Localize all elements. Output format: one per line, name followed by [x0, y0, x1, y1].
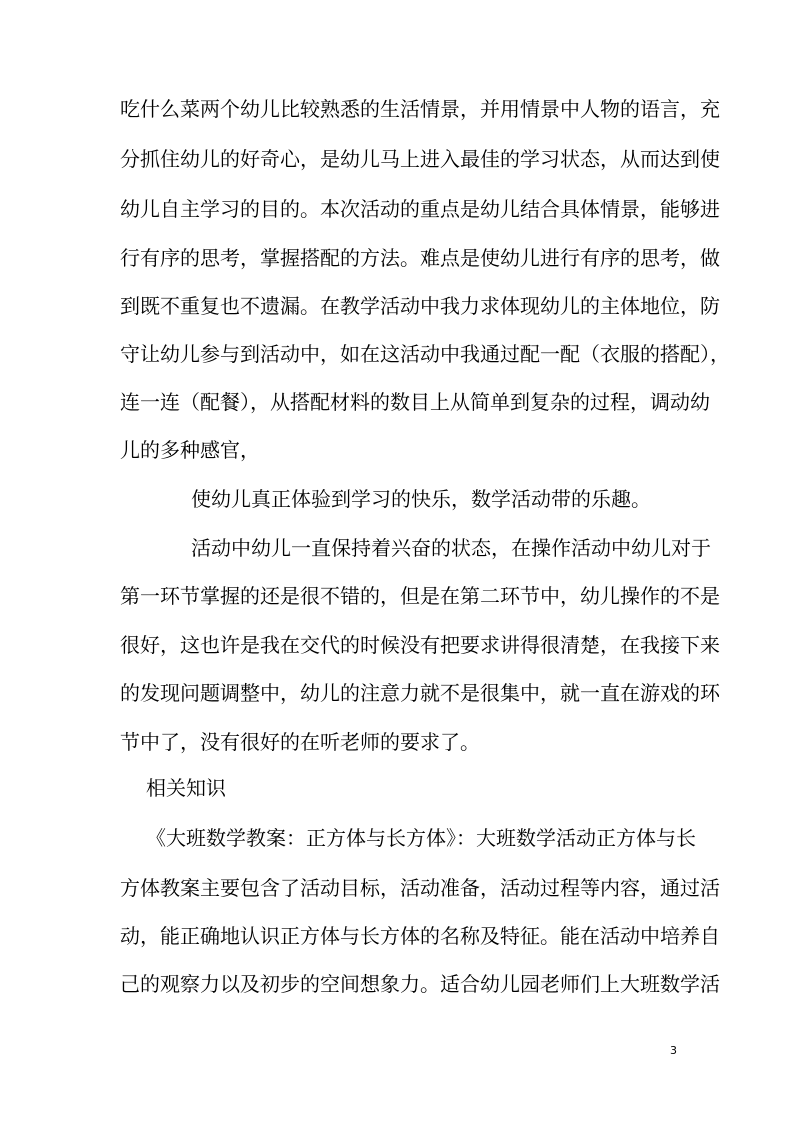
text-line: 己的观察力以及初步的空间想象力。适合幼儿园老师们上大班数学活 [120, 972, 720, 996]
section-heading: 相关知识 [146, 776, 226, 800]
text-line: 连一连（配餐），从搭配材料的数目上从简单到复杂的过程，调动幼 [120, 390, 710, 414]
text-line: 行有序的思考，掌握搭配的方法。难点是使幼儿进行有序的思考，做 [120, 246, 720, 270]
text-line: 使幼儿真正体验到学习的快乐，数学活动带的乐趣。 [191, 487, 651, 511]
text-line: 到既不重复也不遗漏。在教学活动中我力求体现幼儿的主体地位，防 [120, 294, 720, 318]
text-line: 儿的多种感官， [120, 438, 260, 462]
text-line: 守让幼儿参与到活动中，如在这活动中我通过配一配（衣服的搭配）， [120, 342, 730, 366]
text-line: 吃什么菜两个幼儿比较熟悉的生活情景，并用情景中人物的语言，充 [120, 97, 720, 121]
text-line: 活动中幼儿一直保持着兴奋的状态，在操作活动中幼儿对于 [191, 536, 711, 560]
text-line: 的发现问题调整中，幼儿的注意力就不是很集中，就一直在游戏的环 [120, 681, 720, 705]
text-line: 《大班数学教案：正方体与长方体》：大班数学活动正方体与长 [146, 826, 696, 850]
text-line: 幼儿自主学习的目的。本次活动的重点是幼儿结合具体情景，能够进 [120, 197, 720, 221]
text-line: 第一环节掌握的还是很不错的，但是在第二环节中，幼儿操作的不是 [120, 584, 720, 608]
text-line: 节中了，没有很好的在听老师的要求了。 [120, 730, 480, 754]
text-line: 方体教案主要包含了活动目标，活动准备，活动过程等内容，通过活 [120, 876, 720, 900]
text-line: 动，能正确地认识正方体与长方体的名称及特征。能在活动中培养自 [120, 924, 720, 948]
text-line: 分抓住幼儿的好奇心，是幼儿马上进入最佳的学习状态，从而达到使 [120, 147, 720, 171]
page-number: 3 [670, 1044, 677, 1057]
text-line: 很好，这也许是我在交代的时候没有把要求讲得很清楚，在我接下来 [120, 633, 720, 657]
